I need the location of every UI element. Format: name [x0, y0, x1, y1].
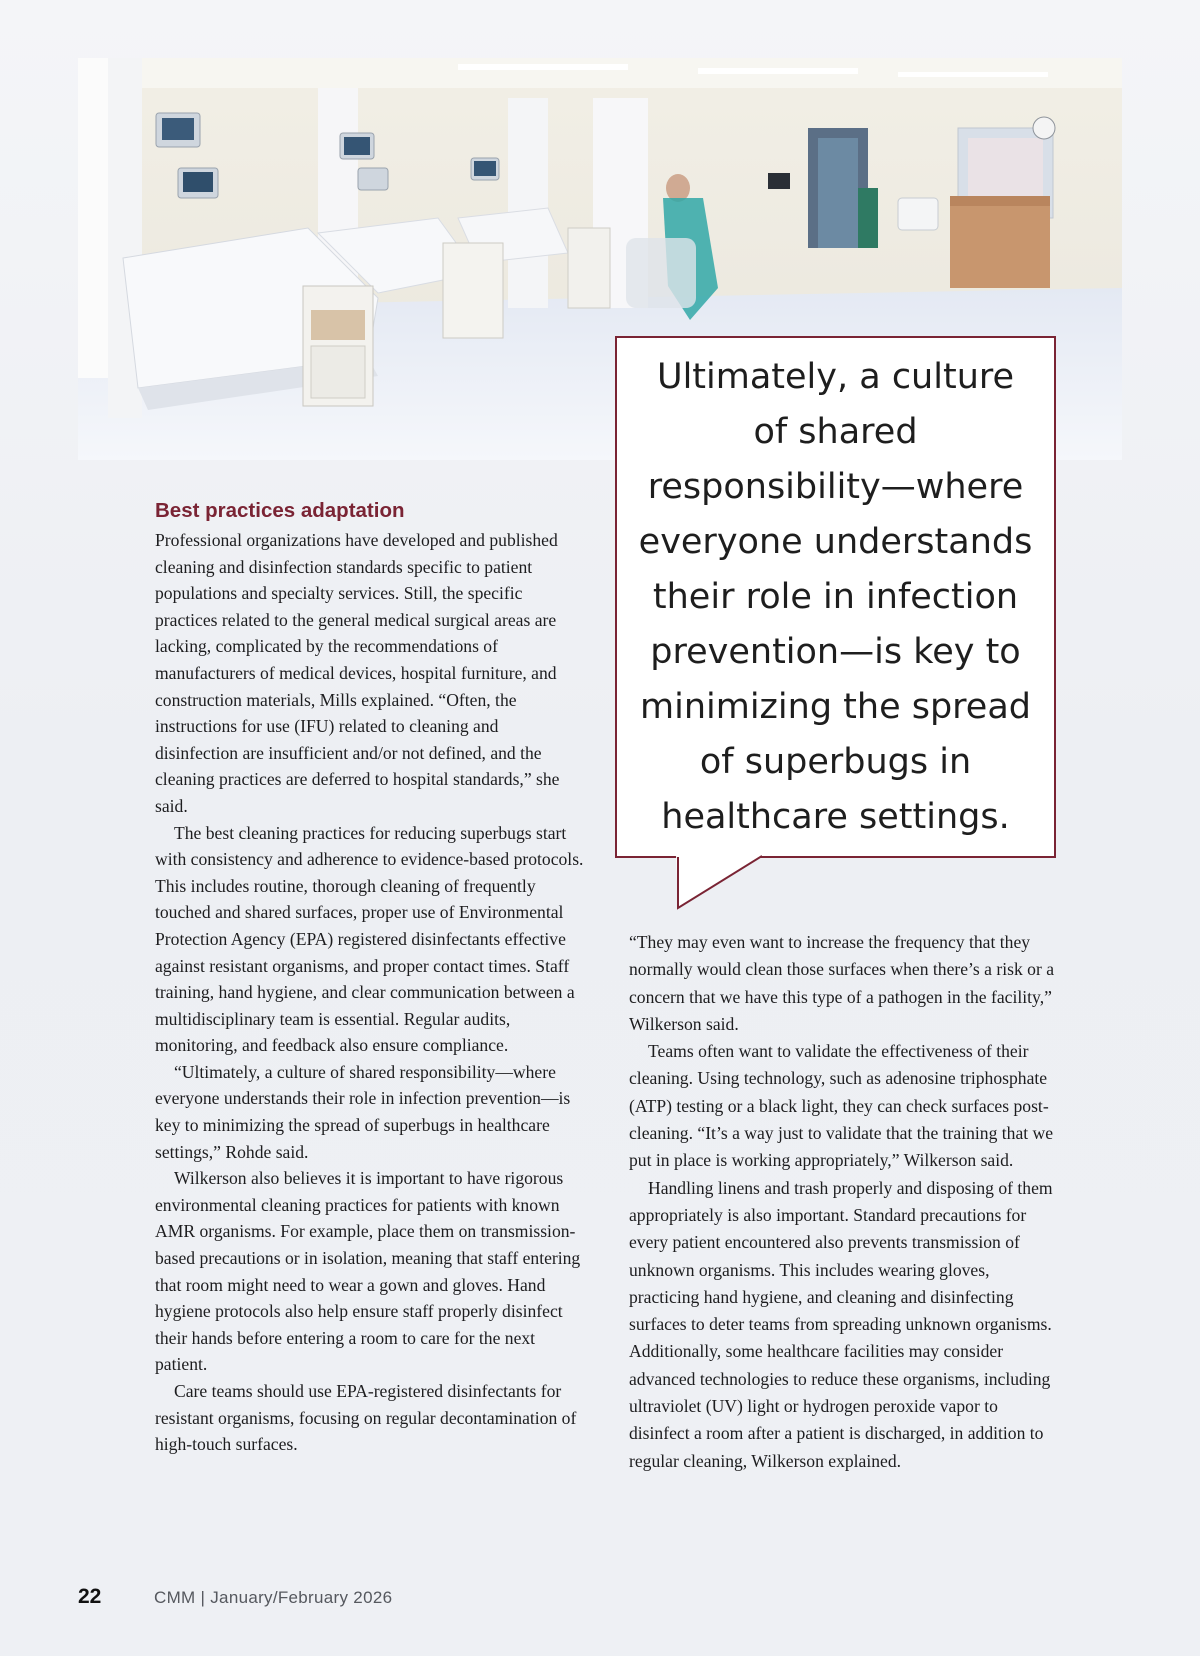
page-footer — [78, 1585, 392, 1609]
paragraph: Care teams should use EPA-registered disinfectants for resistant organisms, focusing on regular decontamination of high-touch surfaces. — [155, 1381, 577, 1455]
paragraph: “They may even want to increase the frequency that they normally would clean those surfaces when there’s a risk or a concern that we have this type of a pathogen in the facility,” Wilkerson said. — [629, 932, 1055, 1034]
paragraph: Professional organizations have developed and published cleaning and disinfection standards specific to patient populations and specialty services. Still, the specific practices related to the general medical surgical areas are lacking, complicated by the recommendations of manufacturers of medical devices, hospital furniture, and construction materials, Mills explained. “Often, the instructions for use (IFU) related to cleaning and disinfection are insufficient and/or not defined, and the cleaning practices are deferred to hospital standards,” she said. — [155, 530, 560, 816]
paragraph: Wilkerson also believes it is important to have rigorous environmental cleaning practices for patients with known AMR organisms. For example, place them on transmission-based precautions or in isolation, meaning that staff entering that room might need to wear a gown and gloves. Hand hygiene protocols also help ensure staff properly disinfect their hands before entering a room to care for the next patient. — [155, 1168, 581, 1375]
article-column-left — [155, 496, 585, 1458]
pull-quote-text: Ultimately, a culture of shared responsibility—where everyone understands their role in infection prevention—is key to minimizing the spread of superbugs in healthcare settings. — [638, 356, 1033, 837]
paragraph: Handling linens and trash properly and disposing of them appropriately is also important. Standard precautions for every patient encountered also prevents transmission of unknown organisms. This includes wearing gloves, practicing hand hygiene, and cleaning and disinfecting surfaces to deter teams from spreading unknown organisms. Additionally, some healthcare facilities may consider advanced technologies to reduce these organisms, including ultraviolet (UV) light or hydrogen peroxide vapor to disinfect a room after a patient is discharged, in addition to regular cleaning, Wilkerson explained. — [629, 1177, 1053, 1471]
paragraph: The best cleaning practices for reducing superbugs start with consistency and adherence to evidence-based protocols. This includes routine, thorough cleaning of frequently touched and shared surfaces, proper use of Environmental Protection Agency (EPA) registered disinfectants effective against resistant organisms, and proper contact times. Staff training, hand hygiene, and clear communication between a multidisciplinary team is essential. Regular audits, monitoring, and feedback also ensure compliance. — [155, 822, 584, 1056]
page-number: 22 — [78, 1585, 102, 1608]
article-column-right — [629, 929, 1057, 1475]
paragraph: “Ultimately, a culture of shared responsibility—where everyone understands their role in infection prevention—is key to minimizing the spread of superbugs in healthcare settings,” Rohde said. — [155, 1061, 571, 1162]
pull-quote-box — [615, 336, 1056, 858]
paragraph: Teams often want to validate the effectiveness of their cleaning. Using technology, such as adenosine triphosphate (ATP) testing or a black light, they can check surfaces post-cleaning. “It’s a way just to validate that the training that we put in place is working appropriately,” Wilkerson said. — [629, 1041, 1054, 1171]
speech-bubble-tail — [676, 855, 762, 911]
section-heading: Best practices adaptation — [155, 499, 405, 522]
publication-info: CMM | January/February 2026 — [154, 1588, 393, 1607]
